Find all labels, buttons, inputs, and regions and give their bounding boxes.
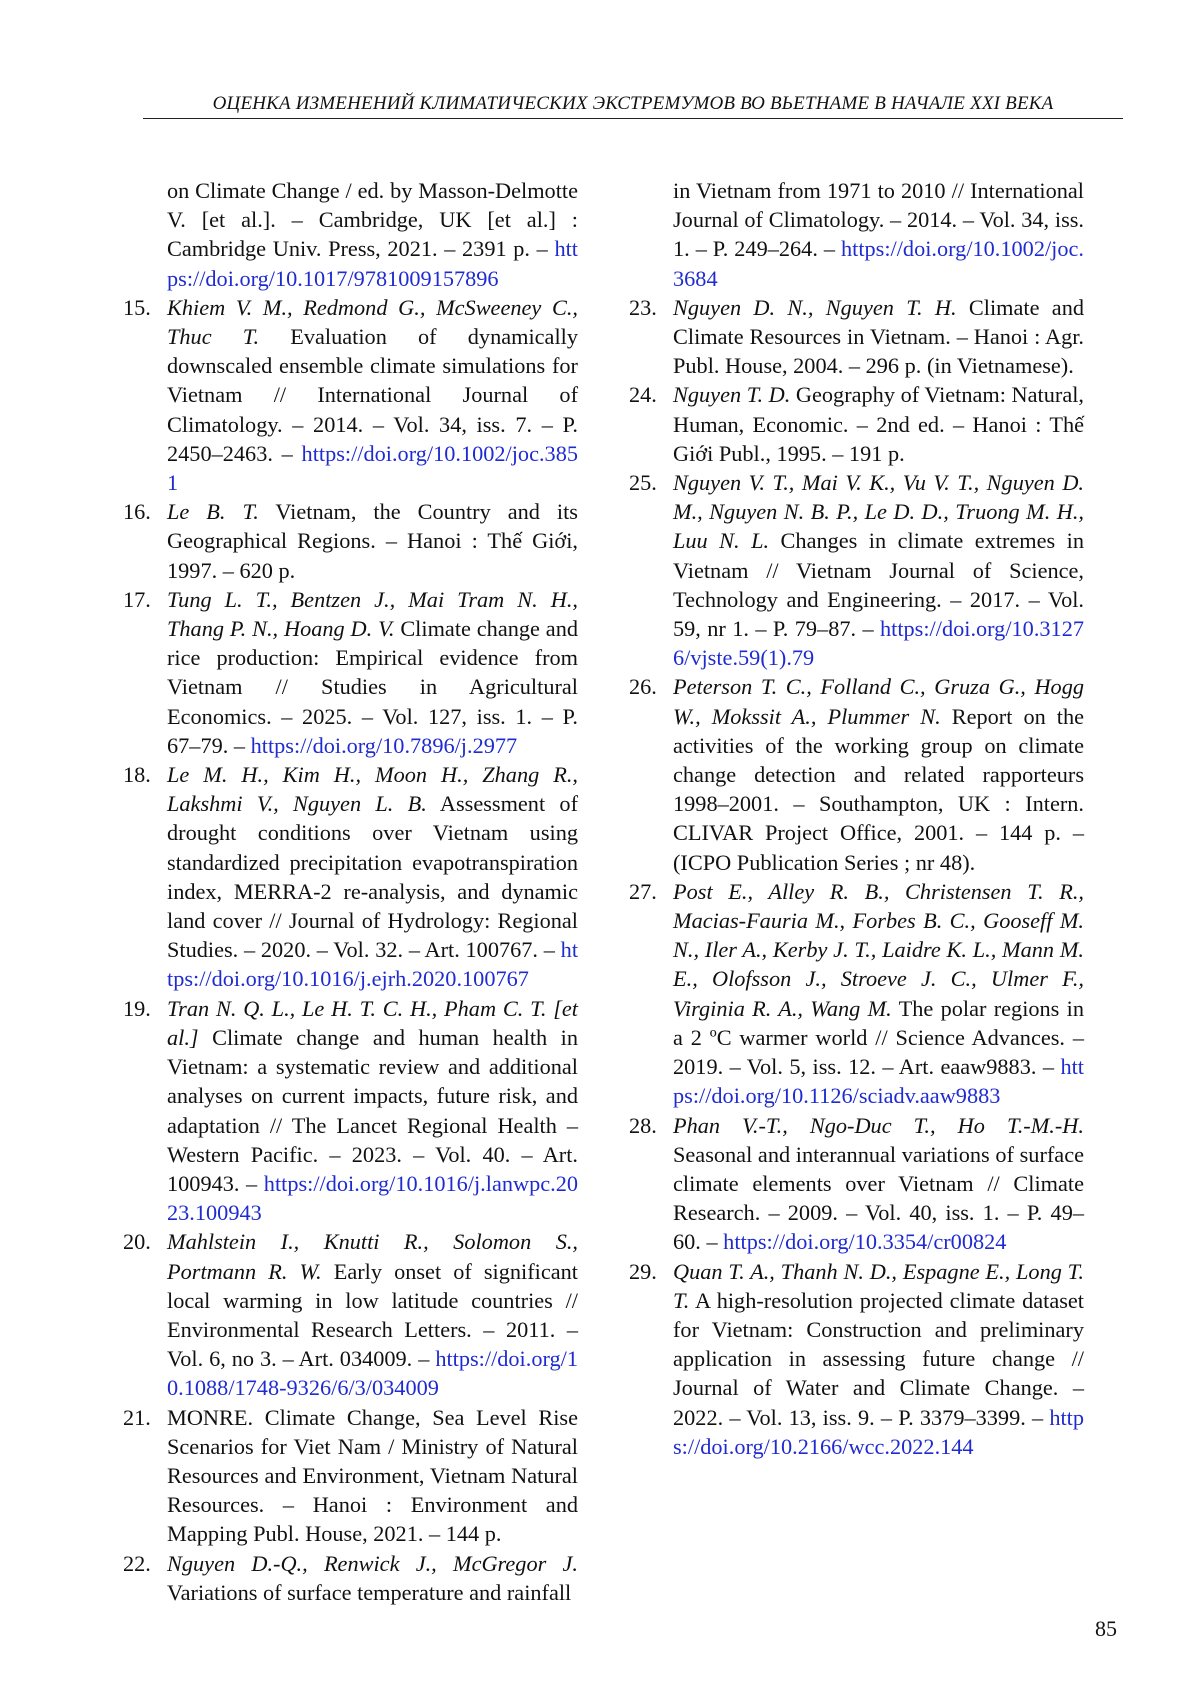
reference-authors: Nguyen T. D. [673, 382, 791, 408]
reference-number: 23. [629, 294, 657, 320]
reference-20 [123, 1227, 578, 1402]
reference-text: Vietnam, the Country and its Geographical Regions. – Hanoi : Thế Giới, 1997. – 620 p. [167, 499, 578, 583]
reference-authors: Le B. T. [167, 499, 259, 525]
reference-number: 22. [123, 1550, 151, 1576]
reference-14-continued [123, 176, 578, 293]
page-number: 85 [1095, 1616, 1117, 1641]
reference-text: A high-resolution projected climate dataset for Vietnam: Construction and preliminary application in assessing future change // Journal of Water and Climate Change. – 2022. – Vol. 13, iss. 9. – P. 3379–3399. – [673, 1287, 1084, 1430]
doi-link[interactable]: https://doi.org/10.1017/9781009157896 [167, 236, 578, 291]
reference-18 [123, 760, 578, 994]
reference-text: Evaluation of dynamically downscaled ensemble climate simulations for Vietnam // International Journal of Climatology. – 2014. – Vol. 34, iss. 7. – P. 2450–2463. – [167, 324, 578, 466]
reference-17 [123, 585, 578, 760]
reference-number: 29. [629, 1258, 657, 1284]
reference-number: 24. [629, 382, 657, 408]
reference-authors: Khiem V. M., Redmond G., McSweeney C., Thuc T. [167, 294, 578, 350]
reference-authors: Tung L. T., Bentzen J., Mai Tram N. H., Thang P. N., Hoang D. V. [167, 586, 578, 642]
reference-number: 18. [123, 762, 151, 788]
doi-link[interactable]: https://doi.org/10.1126/sciadv.aaw9883 [673, 1054, 1084, 1109]
reference-text: on Climate Change / ed. by Masson-Delmotte V. [et al.]. – Cambridge, UK [et al.] : Cambridge Univ. Press, 2021. – 2391 p. – [167, 178, 578, 262]
doi-link[interactable]: https://doi.org/10.1002/joc.3684 [673, 236, 1084, 291]
reference-text: Variations of surface temperature and rainfall [167, 1579, 572, 1605]
doi-link[interactable]: https://doi.org/10.3354/cr00824 [723, 1229, 1007, 1255]
reference-text: The polar regions in a 2 ºC warmer world // Science Advances. – 2019. – Vol. 5, iss. 12. – Art. eaaw9883. – [673, 995, 1085, 1080]
reference-16 [123, 497, 578, 585]
doi-link[interactable]: https://doi.org/10.1002/joc.3851 [167, 440, 578, 496]
reference-number: 15. [123, 294, 151, 320]
references-left-column [123, 176, 578, 1607]
reference-authors: Mahlstein I., Knutti R., Solomon S., Portmann R. W. [167, 1229, 578, 1284]
reference-number: 28. [629, 1112, 657, 1138]
running-head: ОЦЕНКА ИЗМЕНЕНИЙ КЛИМАТИЧЕСКИХ ЭКСТРЕМУМОВ ВО ВЬЕТНАМЕ В НАЧАЛЕ XXI ВЕКА [143, 93, 1123, 119]
reference-text: MONRE. Climate Change, Sea Level Rise Scenarios for Viet Nam / Ministry of Natural Resources and Environment, Vietnam Natural Resources. – Hanoi : Environment and Mapping Publ. House, 2021. – 144 p. [167, 1404, 578, 1547]
reference-22-continued [629, 176, 1084, 293]
reference-number: 25. [629, 470, 657, 496]
reference-22 [123, 1549, 578, 1607]
reference-number: 20. [123, 1229, 151, 1255]
reference-number: 27. [629, 878, 657, 904]
reference-15 [123, 293, 578, 497]
reference-27 [629, 877, 1084, 1111]
reference-authors: Nguyen D. N., Nguyen T. H. [673, 294, 957, 320]
reference-29 [629, 1257, 1084, 1461]
reference-26 [629, 672, 1084, 876]
reference-text: Early onset of significant local warming in low latitude countries // Environmental Research Letters. – 2011. – Vol. 6, no 3. – Art. 034009. – [167, 1258, 578, 1372]
doi-link[interactable]: https://doi.org/10.1088/1748-9326/6/3/034009 [167, 1346, 578, 1401]
reference-authors: Phan V.-T., Ngo-Duc T., Ho T.-M.-H. [673, 1112, 1084, 1138]
reference-text: Report on the activities of the working group on climate change detection and related rapporteurs 1998–2001. – Southampton, UK : Intern. CLIVAR Project Office, 2001. – 144 p. – (ICPO Publication Series ; nr 48). [673, 703, 1085, 875]
reference-text: Seasonal and interannual variations of surface climate elements over Vietnam // Climate Research. – 2009. – Vol. 40, iss. 1. – P. 49–60. – [673, 1141, 1084, 1255]
reference-text: Geography of Vietnam: Natural, Human, Economic. – 2nd ed. – Hanoi : Thế Giới Publ., 1995. – 191 p. [673, 382, 1084, 466]
reference-25 [629, 468, 1084, 672]
reference-authors: Peterson T. C., Folland C., Gruza G., Hogg W., Mokssit A., Plummer N. [673, 674, 1084, 729]
reference-text: Changes in climate extremes in Vietnam // Vietnam Journal of Science, Technology and Engineering. – 2017. – Vol. 59, nr 1. – P. 79–87. – [673, 528, 1084, 642]
reference-21 [123, 1403, 578, 1549]
reference-number: 21. [123, 1404, 151, 1430]
reference-text: Climate and Climate Resources in Vietnam. – Hanoi : Agr. Publ. House, 2004. – 296 p. (in Vietnamese). [673, 294, 1084, 379]
reference-number: 26. [629, 674, 657, 700]
doi-link[interactable]: https://doi.org/10.31276/vjste.59(1).79 [673, 616, 1084, 671]
reference-19 [123, 994, 578, 1228]
reference-text: Climate change and human health in Vietnam: a systematic review and additional analyses on current impacts, future risk, and adaptation // The Lancet Regional Health – Western Pacific. – 2023. – Vol. 40. – Art. 100943. – [167, 1024, 578, 1196]
reference-24 [629, 380, 1084, 468]
reference-authors: Nguyen D.-Q., Renwick J., McGregor J. [167, 1550, 578, 1576]
doi-link[interactable]: https://doi.org/10.1016/j.lanwpc.2023.100943 [167, 1170, 579, 1226]
reference-23 [629, 293, 1084, 381]
reference-authors: Le M. H., Kim H., Moon H., Zhang R., Lakshmi V., Nguyen L. B. [167, 762, 578, 817]
reference-number: 19. [123, 995, 151, 1021]
reference-number: 17. [123, 586, 151, 612]
reference-28 [629, 1111, 1084, 1257]
reference-authors: Post E., Alley R. B., Christensen T. R., Macias-Fauria M., Forbes B. C., Gooseff M. N., Iler A., Kerby J. T., Laidre K. L., Mann M. E., Olofsson J., Stroeve J. C., Ulmer F., Virginia R. A., Wang M. [673, 878, 1084, 1021]
reference-authors: Nguyen V. T., Mai V. K., Vu V. T., Nguyen D. M., Nguyen N. B. P., Le D. D., Truong M. H., Luu N. L. [673, 470, 1084, 554]
doi-link[interactable]: https://doi.org/10.2166/wcc.2022.144 [673, 1404, 1084, 1459]
doi-link[interactable]: https://doi.org/10.1016/j.ejrh.2020.100767 [167, 937, 579, 992]
reference-text: Climate change and rice production: Empirical evidence from Vietnam // Studies in Agricultural Economics. – 2025. – Vol. 127, iss. 1. – P. 67–79. – [167, 616, 578, 758]
reference-text: Assessment of drought conditions over Vietnam using standardized precipitation evapotranspiration index, MERRA-2 re-analysis, and dynamic land cover // Journal of Hydrology: Regional Studies. – 2020. – Vol. 32. – Art. 100767. – [167, 791, 578, 963]
reference-text: in Vietnam from 1971 to 2010 // International Journal of Climatology. – 2014. – Vol. 34, iss. 1. – P. 249–264. – [673, 178, 1084, 262]
reference-authors: Tran N. Q. L., Le H. T. C. H., Pham C. T. [et al.] [167, 995, 578, 1050]
reference-number: 16. [123, 499, 151, 525]
doi-link[interactable]: https://doi.org/10.7896/j.2977 [250, 732, 518, 758]
references-right-column [629, 176, 1084, 1461]
reference-authors: Quan T. A., Thanh N. D., Espagne E., Long T. T. [673, 1258, 1084, 1313]
